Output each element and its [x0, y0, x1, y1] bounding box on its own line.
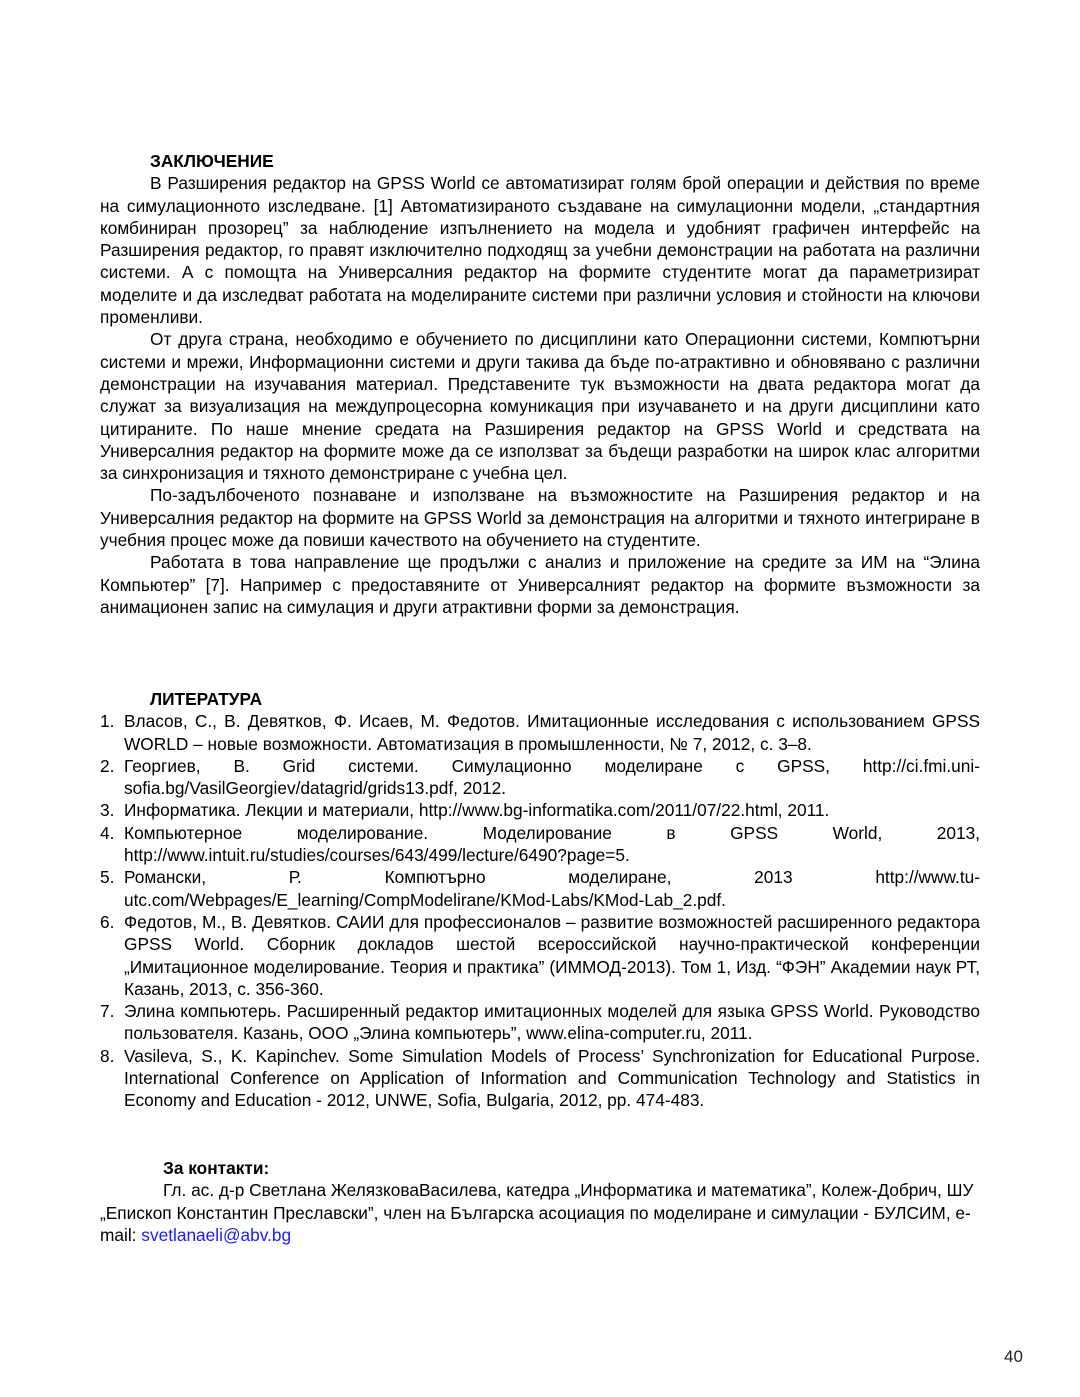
contacts-body: Гл. ас. д-р Светлана ЖелязковаВасилева, катедра „Информатика и математика”, Колеж-Добрич, ШУ „Епископ Константин Преславски”, член на Българска асоциация по моделиране и симулации - БУЛСИМ, e-mail:: [100, 1180, 974, 1245]
contacts-text: [100, 1179, 975, 1246]
conclusion-section: [100, 150, 980, 618]
reference-number: 7.: [100, 1001, 115, 1022]
page-number: 40: [1004, 1347, 1023, 1366]
reference-number: 1.: [100, 711, 115, 732]
reference-item: [100, 755, 980, 800]
reference-number: 2.: [100, 755, 115, 776]
reference-number: 6.: [100, 911, 115, 932]
reference-number: 8.: [100, 1045, 115, 1066]
references-section: [100, 688, 980, 1112]
conclusion-heading: ЗАКЛЮЧЕНИЕ: [150, 151, 274, 171]
reference-text: Информатика. Лекции и материали, http://www.bg-informatika.com/2011/07/22.html, 2011.: [124, 800, 830, 821]
reference-text: Компьютерное моделирование. Моделирование в GPSS World, 2013, http://www.intuit.ru/studies/courses/643/499/lecture/6490?page=5.: [124, 822, 980, 866]
reference-item: [100, 1045, 980, 1112]
reference-item: [100, 866, 980, 911]
reference-text: Федотов, М., В. Девятков. САИИ для профессионалов – развитие возможностей расширенного редактора GPSS World. Сборник докладов шестой всероссийской научно-практической конференции „Имитационное моделирование. Теория и практика” (ИММОД-2013). Том 1, Изд. “ФЭН” Академии наук РТ, Казань, 2013, с. 356-360.: [124, 911, 980, 999]
reference-number: 3.: [100, 800, 115, 821]
contacts-section: [100, 1157, 975, 1246]
reference-item: [100, 799, 980, 821]
contacts-heading: За контакти:: [163, 1158, 270, 1178]
reference-text: Георгиев, В. Grid системи. Симулационно моделиране с GPSS, http://ci.fmi.uni-sofia.bg/VasilGeorgiev/datagrid/grids13.pdf, 2012.: [124, 755, 980, 799]
reference-number: 5.: [100, 867, 115, 888]
reference-text: Vasileva, S., K. Kapinchev. Some Simulation Models of Process’ Synchronization for Educational Purpose. International Conference on Application of Information and Communication Technology and Statistics in Economy and Education - 2012, UNWE, Sofia, Bulgaria, 2012, pp. 474-483.: [124, 1045, 980, 1111]
reference-list: [100, 710, 980, 1111]
reference-text: Романски, Р. Компютърно моделиране, 2013 http://www.tu-utc.com/Webpages/E_learning/CompModelirane/KMod-Labs/KMod-Lab_2.pdf.: [124, 867, 980, 910]
paragraph: От друга страна, необходимо е обучението по дисциплини като Операционни системи, Компютърни системи и мрежи, Информационни системи и други такива да бъде по-атрактивно и обновявано с различни демонстрации на изучавания материал. Представените тук възможности на двата редактора могат да служат за визуализация на междупроцесорна комуникация при изучаването и на други дисциплини като цитираните. По наше мнение средата на Разширения редактор на GPSS World и средствата на Универсалния редактор на формите може да се използват за бъдещи разработки на широк клас алгоритми за синхронизация и тяхното демонстриране с учебна цел.: [100, 329, 980, 484]
reference-text: Элина компьютерь. Расширенный редактор имитационных моделей для языка GPSS World. Руководство пользователя. Казань, ООО „Элина компьютерь”, www.elina-computer.ru, 2011.: [124, 1001, 980, 1044]
reference-number: 4.: [100, 822, 115, 843]
reference-item: [100, 710, 980, 755]
email-link[interactable]: svetlanaeli@abv.bg: [141, 1224, 292, 1245]
paragraph: Работата в това направление ще продължи с анализ и приложение на средите за ИМ на “Элина Компьютер” [7]. Например с предоставяните от Универсалният редактор на формите възможности за анимационен запис на симулация и други атрактивни форми за демонстрация.: [100, 552, 980, 617]
reference-item: [100, 911, 980, 1000]
paragraph: В Разширения редактор на GPSS World се автоматизират голям брой операции и действия по време на симулационното изследване. [1] Автоматизираното създаване на симулационни модели, „стандартния комбиниран прозорец” за наблюдение изпълнението на модела и удобният графичен интерфейс на Разширения редактор, го правят изключително подходящ за учебни демонстрации на работата на различни системи. А с помощта на Универсалния редактор на формите студентите могат да параметризират моделите и да изследват работата на моделираните системи при различни условия и стойности на ключови променливи.: [100, 173, 980, 328]
references-heading: ЛИТЕРАТУРА: [150, 689, 263, 709]
reference-text: Власов, С., В. Девятков, Ф. Исаев, М. Федотов. Имитационные исследования с использованием GPSS WORLD – новые возможности. Автоматизация в промышленности, № 7, 2012, с. 3–8.: [124, 711, 980, 754]
reference-item: [100, 1000, 980, 1045]
reference-item: [100, 822, 980, 867]
paragraph: По-задълбоченото познаване и използване на възможностите на Разширения редактор и на Универсалния редактор на формите на GPSS World за демонстрация на алгоритми и тяхното интегриране в учебния процес може да повиши качеството на обучението на студентите.: [100, 485, 980, 551]
